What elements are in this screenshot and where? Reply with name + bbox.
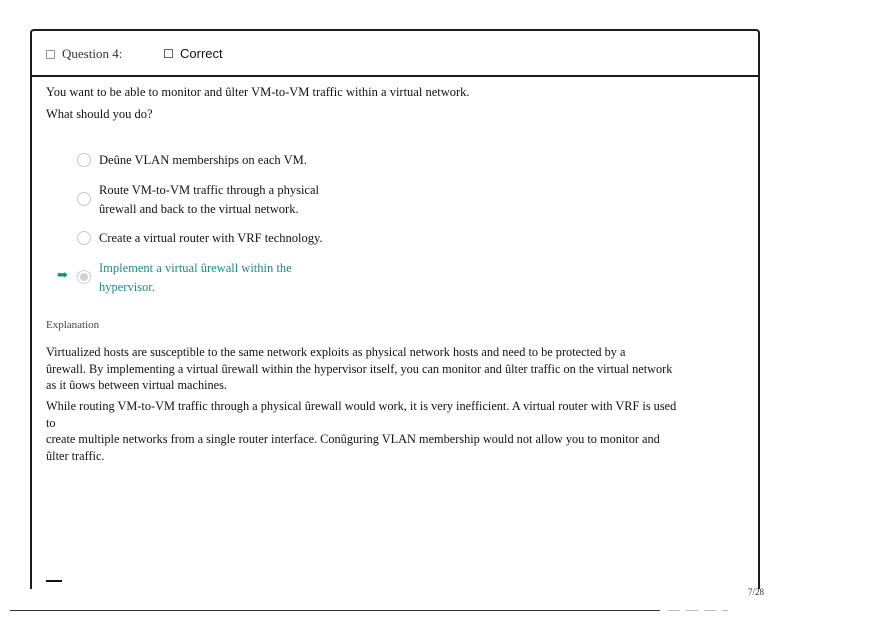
explanation-paragraph-1 xyxy=(46,344,686,394)
correct-answer-arrow-icon: ➡ xyxy=(57,267,68,282)
radio-button-selected[interactable] xyxy=(77,270,91,284)
question-text: You want to be able to monitor and ûlter VM-to-VM traffic within a virtual network. xyxy=(46,85,470,99)
explanation-line: as it ûows between virtual machines. xyxy=(46,378,227,392)
option-label xyxy=(99,181,339,218)
question-checkbox-icon xyxy=(46,50,55,59)
option-label-line: Implement a virtual ûrewall within the xyxy=(99,261,292,275)
radio-button[interactable] xyxy=(77,231,91,245)
footer-rule xyxy=(10,610,660,611)
explanation-line: ûlter traffic. xyxy=(46,448,105,463)
option-label xyxy=(99,151,339,170)
option-label-line: hypervisor. xyxy=(99,279,155,294)
explanation-heading: Explanation xyxy=(46,319,100,331)
option-label-line: Route VM-to-VM traffic through a physical xyxy=(99,183,319,197)
option-label-line: ûrewall and back to the virtual network. xyxy=(99,201,299,216)
option-label-line: Deûne VLAN memberships on each VM. xyxy=(99,153,307,167)
status-icon xyxy=(164,49,173,58)
explanation-paragraph-2 xyxy=(46,398,686,464)
question-number-label: Question 4: xyxy=(62,46,123,61)
question-card xyxy=(30,29,760,589)
question-number xyxy=(46,46,122,62)
explanation-line: create multiple networks from a single router interface. Conûguring VLAN membership would not allow you to monitor and xyxy=(46,432,660,446)
status-label: Correct xyxy=(180,46,223,61)
radio-button[interactable] xyxy=(77,153,91,167)
result-status xyxy=(164,46,223,61)
footer-rule-tail xyxy=(668,610,728,611)
question-header xyxy=(32,31,758,77)
explanation-line: While routing VM-to-VM traffic through a physical ûrewall would work, it is very inefficient. A virtual router with VRF is used to xyxy=(46,399,677,430)
question-prompt: What should you do? xyxy=(46,107,153,121)
option-label xyxy=(99,229,339,248)
divider-mark xyxy=(46,580,62,582)
explanation-line: Virtualized hosts are susceptible to the same network exploits as physical network hosts and need to be protected by a xyxy=(46,345,626,359)
option-label xyxy=(99,259,339,296)
option-label-line: Create a virtual router with VRF technology. xyxy=(99,231,323,245)
page-number: 7/28 xyxy=(748,587,765,597)
radio-button[interactable] xyxy=(77,192,91,206)
explanation-line: ûrewall. By implementing a virtual ûrewall within the hypervisor itself, you can monitor and ûlter traffic on the virtual network xyxy=(46,361,673,376)
